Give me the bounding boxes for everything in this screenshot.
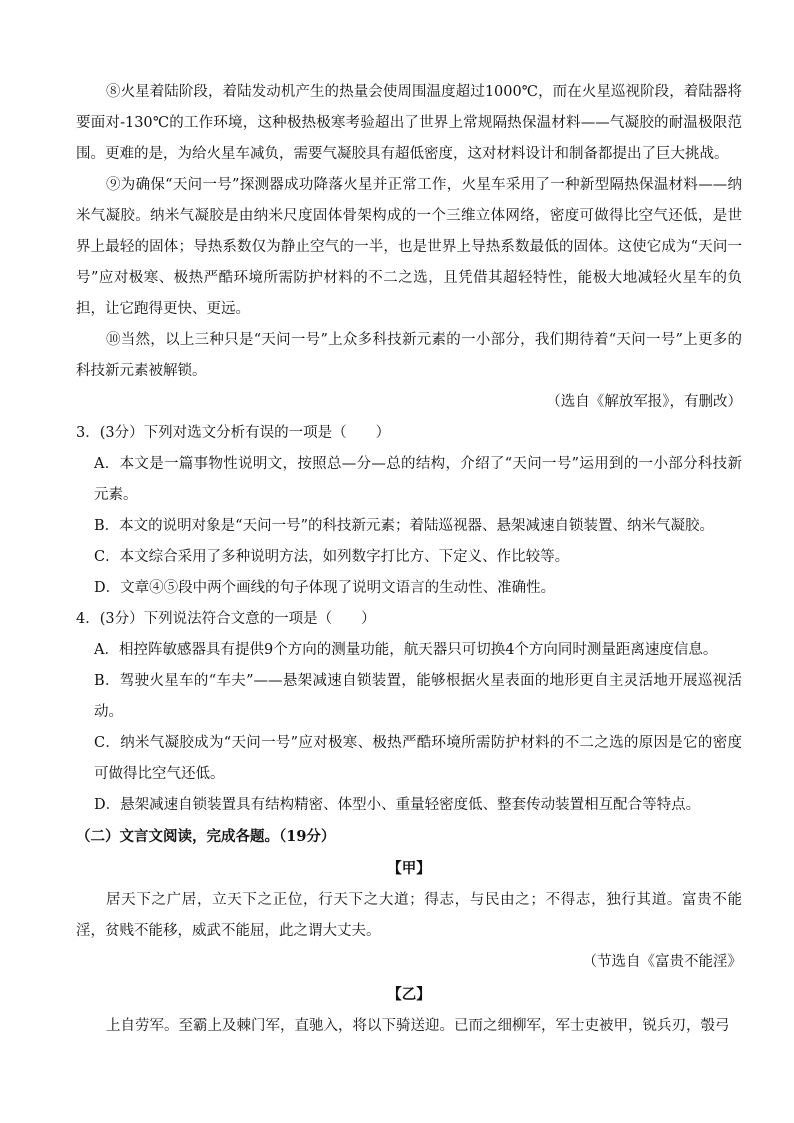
question-3-option-c: C．本文综合采用了多种说明方法，如列数字打比方、下定义、作比较等。	[94, 549, 570, 565]
question-3-stem: 3．(3分）下列对选文分析有误的一项是（ ）	[76, 425, 391, 441]
question-4-option-b: B．驾驶火星车的“车夫”——悬架减速自锁装置，能够根据火星表面的地形更自主灵活地开展巡视活动。	[94, 673, 742, 720]
question-3-option-a: A．本文是一篇事物性说明文，按照总—分—总的结构，介绍了“天问一号”运用到的一小部分科技新元素。	[94, 456, 742, 503]
passage-yi-title: 【乙】	[387, 986, 431, 1003]
question-4-option-c: C．纳米气凝胶成为“天问一号”应对极寒、极热严酷环境所需防护材料的不二之选的原因是它的密度可做得比空气还低。	[94, 735, 742, 782]
question-4-stem: 4．(3分）下列说法符合文意的一项是（ ）	[76, 611, 376, 627]
question-4-option-a: A．相控阵敏感器具有提供9个方向的测量功能，航天器只可切换4个方向同时测量距离速度信息。	[94, 642, 718, 658]
passage-jia-source: （节选自《富贵不能淫》	[582, 954, 742, 970]
paragraph-9: ⑨为确保“天问一号”探测器成功降落火星并正常工作，火星车采用了一种新型隔热保温材料——纳米气凝胶。纳米气凝胶是由纳米尺度固体骨架构成的一个三维立体网络，密度可做得比空气还低，是世界上最轻的固体；导热系数仅为静止空气的一半，也是世界上导热系数最低的固体。这使它成为“天问一号”应对极寒、极热严酷环境所需防护材料的不二之选，且凭借其超轻特性，能极大地减轻火星车的负担，让它跑得更快、更远。	[76, 177, 742, 317]
paragraph-10: ⑩当然，以上三种只是“天问一号”上众多科技新元素的一小部分，我们期待着“天问一号”上更多的科技新元素被解锁。	[76, 332, 742, 379]
section-2-heading: （二）文言文阅读，完成各题。（19分）	[76, 828, 336, 845]
passage-yi-text: 上自劳军。至霸上及棘门军，直驰入，将以下骑送迎。已而之细柳军，军士吏被甲，锐兵刃，彀弓	[106, 1018, 730, 1034]
passage-jia-text: 居天下之广居，立天下之正位，行天下之大道；得志，与民由之；不得志，独行其道。富贵不能淫，贫贱不能移，威武不能屈，此之谓大丈夫。	[76, 892, 742, 939]
question-3-option-b: B．本文的说明对象是“天问一号”的科技新元素；着陆巡视器、悬架减速自锁装置、纳米气凝胶。	[94, 518, 714, 534]
question-3-option-d: D．文章④⑤段中两个画线的句子体现了说明文语言的生动性、准确性。	[94, 580, 556, 596]
passage-jia-title: 【甲】	[387, 860, 431, 877]
paragraph-8: ⑧火星着陆阶段，着陆发动机产生的热量会使周围温度超过1000℃，而在火星巡视阶段，着陆器将要面对-130℃的工作环境，这种极热极寒考验超出了世界上常规隔热保温材料——气凝胶的耐温极限范围。更难的是，为给火星车减负，需要气凝胶具有超低密度，这对材料设计和制备都提出了巨大挑战。	[76, 84, 742, 162]
passage-source: （选自《解放军报》，有删改）	[546, 394, 742, 410]
question-4-option-d: D．悬架减速自锁装置具有结构精密、体型小、重量轻密度低、整套传动装置相互配合等特点。	[94, 797, 701, 813]
